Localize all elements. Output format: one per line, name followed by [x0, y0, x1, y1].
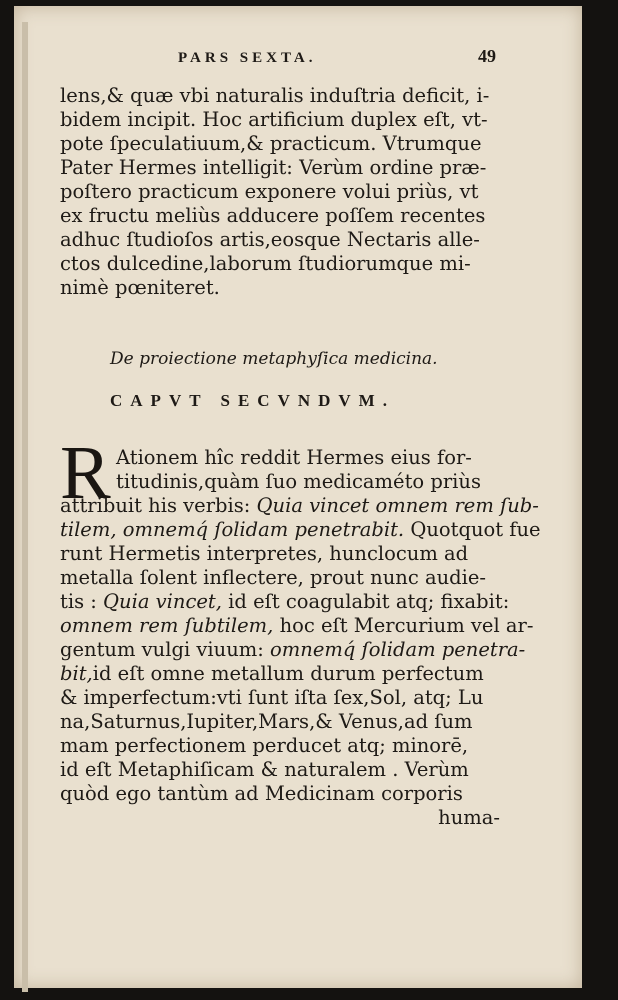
text-line: & imperfectum:vti ſunt iſta ſex,Sol, atq; Lu [60, 686, 484, 709]
catchword: huma- [438, 806, 500, 829]
quotation-span: tilem, omnemq́ ſolidam penetrabit. [60, 518, 405, 541]
chapter-heading: CAPVT SECVNDVM. [110, 391, 395, 410]
text-line: Ationem hîc reddit Hermes eius for- [116, 446, 472, 469]
text-line: adhuc ſtudioſos artis,eosque Nectaris alle- [60, 228, 480, 251]
quotation-span: omnem rem ſubtilem, [60, 614, 274, 637]
text-line [60, 614, 533, 638]
text-line: pote ſpeculatiuum,& practicum. Vtrumque [60, 132, 482, 155]
text-line: bidem incipit. Hoc artificium duplex eſt, vt- [60, 108, 488, 131]
text-span: tis : [60, 590, 104, 613]
book-page [14, 6, 582, 988]
text-span: hoc eſt Mercurium vel ar- [273, 614, 534, 637]
text-line: id eſt Metaphiſicam & naturalem . Verùm [60, 758, 469, 781]
text-line: na,Saturnus,Iupiter,Mars,& Venus,ad ſum [60, 710, 473, 733]
text-span: id eſt coagulabit atq; fixabit: [221, 590, 510, 613]
text-line: metalla ſolent inflectere, prout nunc audie- [60, 566, 486, 589]
text-line [60, 494, 539, 518]
text-line [60, 518, 541, 542]
text-line: lens,& quæ vbi naturalis induſtria deficit, i- [60, 84, 490, 107]
text-line: Pater Hermes intelligit: Verùm ordine præ- [60, 156, 487, 179]
text-line: nimè pœniteret. [60, 276, 220, 299]
text-span: gentum vulgi viuum: [60, 638, 271, 661]
text-line: titudinis,quàm ſuo medicaméto priùs [116, 470, 481, 493]
quotation-span: omnemq́ ſolidam penetra- [270, 638, 526, 661]
text-line: ctos dulcedine,laborum ſtudiorumque mi- [60, 252, 471, 275]
text-line [60, 662, 484, 686]
quotation-span: Quia vincet omnem rem ſub- [256, 494, 539, 517]
text-span: Quotquot fue [404, 518, 541, 541]
text-line: ex fructu meliùs adducere poſſem recentes [60, 204, 486, 227]
quotation-span: bit, [60, 662, 93, 685]
folio-number: 49 [478, 46, 496, 66]
quotation-span: Quia vincet, [103, 590, 222, 613]
text-line: poſtero practicum exponere volui priùs, vt [60, 180, 479, 203]
text-line: quòd ego tantùm ad Medicinam corporis [60, 782, 463, 805]
text-line [60, 590, 509, 614]
running-head [178, 46, 518, 72]
page-edge [22, 22, 28, 992]
text-span: id eſt omne metallum durum perfectum [92, 662, 484, 685]
section-rubric: De proiectione metaphyſica medicina. [110, 349, 438, 369]
drop-capital: R [60, 431, 111, 515]
text-span: attribuit his verbis: [60, 494, 257, 517]
text-line: mam perfectionem perducet atq; minorē, [60, 734, 469, 757]
text-line [60, 638, 525, 662]
running-head-title: PARS SEXTA. [178, 50, 317, 66]
text-line: runt Hermetis interpretes, hunclocum ad [60, 542, 469, 565]
